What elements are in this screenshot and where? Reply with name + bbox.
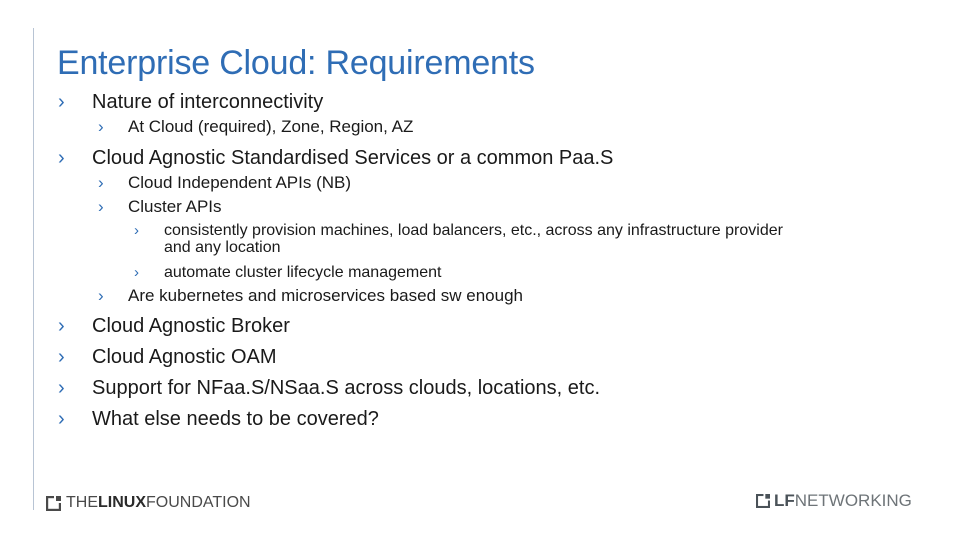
chevron-right-icon: › — [98, 117, 104, 136]
bullet-item — [58, 376, 601, 400]
bullet-text: What else needs to be covered? — [92, 408, 379, 430]
bullet-text: consistently provision machines, load balancers, etc., across any infrastructure provider — [164, 222, 783, 239]
bullet-item — [58, 146, 614, 170]
bullet-text: Cloud Agnostic Broker — [92, 315, 290, 337]
chevron-right-icon: › — [134, 264, 139, 281]
lf-networking-logo-icon — [756, 494, 770, 508]
linux-foundation-logo-icon — [46, 496, 61, 511]
chevron-right-icon: › — [98, 286, 104, 305]
slide-title: Enterprise Cloud: Requirements — [57, 44, 535, 82]
chevron-right-icon: › — [58, 408, 65, 430]
logo-text-foundation: FOUNDATION — [146, 494, 251, 511]
chevron-right-icon: › — [58, 147, 65, 169]
logo-text-lf: LF — [774, 491, 795, 510]
logo-text-linux: LINUX — [98, 494, 146, 511]
chevron-right-icon: › — [58, 346, 65, 368]
sub-bullet-item — [98, 197, 222, 217]
bullet-continuation — [164, 239, 281, 256]
sub-sub-bullet-item — [134, 222, 783, 239]
bullet-text: Cluster APIs — [128, 197, 222, 216]
slide-left-rule — [33, 28, 34, 510]
chevron-right-icon: › — [58, 91, 65, 113]
chevron-right-icon: › — [98, 197, 104, 216]
sub-bullet-item — [98, 173, 352, 193]
bullet-text: Are kubernetes and microservices based sw enough — [128, 286, 523, 305]
bullet-text: At Cloud (required), Zone, Region, AZ — [128, 117, 414, 136]
bullet-item — [58, 90, 324, 114]
bullet-text: Cloud Agnostic OAM — [92, 346, 277, 368]
bullet-item — [58, 314, 290, 338]
linux-foundation-logo — [46, 493, 251, 513]
chevron-right-icon: › — [134, 222, 139, 239]
bullet-item — [58, 407, 379, 431]
bullet-text: automate cluster lifecycle management — [164, 264, 442, 281]
bullet-text: Cloud Agnostic Standardised Services or a common Paa.S — [92, 147, 614, 169]
chevron-right-icon: › — [58, 315, 65, 337]
bullet-item — [58, 345, 277, 369]
chevron-right-icon: › — [98, 173, 104, 192]
sub-bullet-item — [98, 286, 523, 306]
logo-text-the: THE — [66, 494, 98, 511]
bullet-text: and any location — [164, 239, 281, 256]
bullet-text: Support for NFaa.S/NSaa.S across clouds, locations, etc. — [92, 377, 601, 399]
bullet-text: Cloud Independent APIs (NB) — [128, 173, 352, 192]
sub-bullet-item — [98, 117, 414, 137]
bullet-text: Nature of interconnectivity — [92, 91, 324, 113]
logo-text-networking: NETWORKING — [794, 491, 912, 510]
lf-networking-logo — [756, 491, 912, 511]
chevron-right-icon: › — [58, 377, 65, 399]
sub-sub-bullet-item — [134, 264, 442, 281]
